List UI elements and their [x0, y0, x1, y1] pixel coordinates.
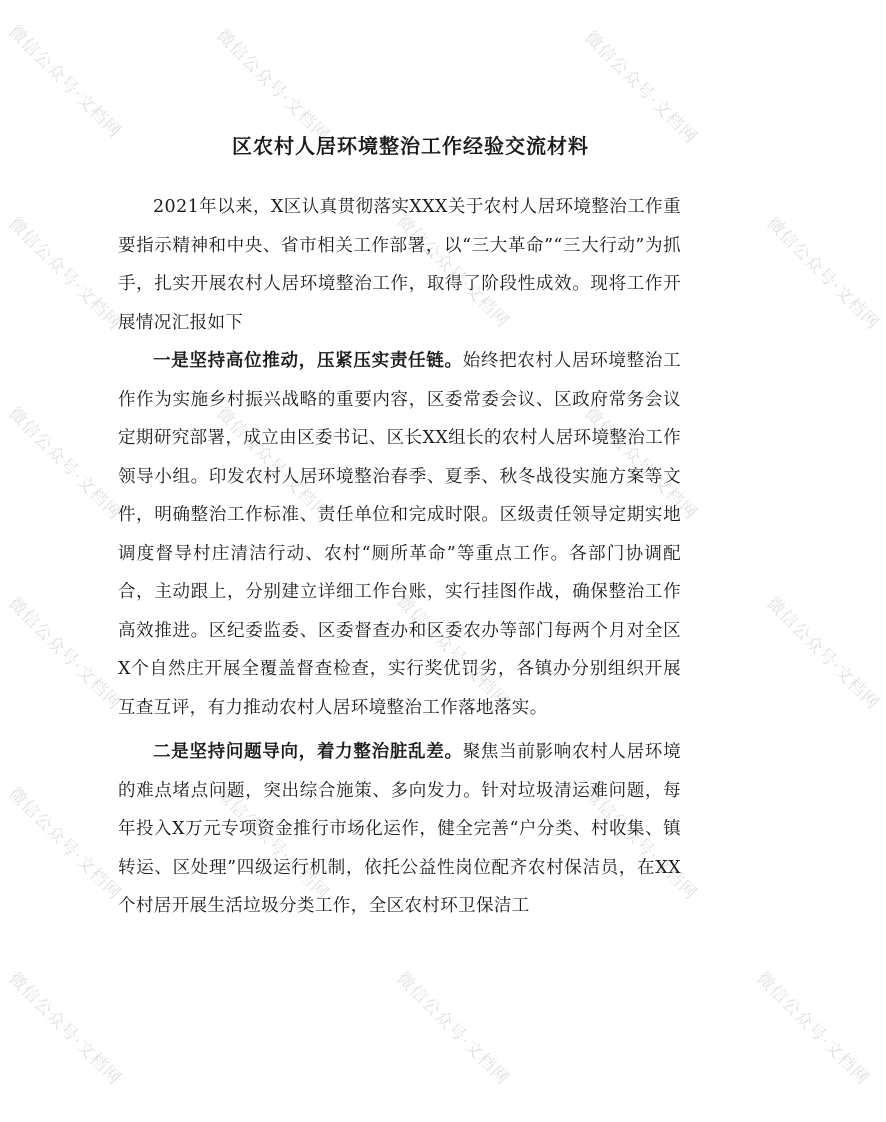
document-body	[118, 128, 681, 926]
watermark: 微信公众号·文档网	[4, 968, 125, 1090]
watermark: 微信公众号·文档网	[392, 591, 513, 713]
paragraph-section-1	[118, 342, 681, 727]
watermark: 微信公众号·文档网	[4, 403, 125, 525]
watermark: 微信公众号·文档网	[4, 213, 125, 335]
watermark: 微信公众号·文档网	[212, 783, 333, 905]
watermark: 微信公众号·文档网	[212, 403, 333, 525]
paragraph-lead-heading: 二是坚持问题导向，着力整治脏乱差。	[153, 742, 463, 762]
watermark: 微信公众号·文档网	[4, 21, 125, 143]
watermark: 微信公众号·文档网	[212, 25, 333, 147]
watermark: 微信公众号·文档网	[4, 593, 125, 715]
paragraph-text: 聚焦当前影响农村人居环境的难点堵点问题，突出综合施策、多向发力。针对垃圾清运难问题，每年投入X万元专项资金推行市场化运作，健全完善“户分类、村收集、镇转运、区处理”四级运行机制，依托公益性岗位配齐农村保洁员，在XX个村居开展生活垃圾分类工作，全区农村环卫保洁工	[118, 742, 681, 916]
watermark: 微信公众号·文档网	[392, 211, 513, 333]
watermark: 微信公众号·文档网	[762, 593, 883, 715]
paragraph-text: 2021年以来，X区认真贯彻落实XXX关于农村人居环境整治工作重要指示精神和中央、省市相关工作部署，以“三大革命”“三大行动”为抓手，扎实开展农村人居环境整治工作，取得了阶段性成效。现将工作开展情况汇报如下	[118, 197, 681, 333]
watermark: 微信公众号·文档网	[4, 783, 125, 905]
paragraph-text: 始终把农村人居环境整治工作作为实施乡村振兴战略的重要内容，区委常委会议、区政府常务会议定期研究部署，成立由区委书记、区长XX组长的农村人居环境整治工作领导小组。印发农村人居环境整治春季、夏季、秋冬战役实施方案等文件，明确整治工作标准、责任单位和完成时限。区级责任领导定期实地调度督导村庄清洁行动、农村“厕所革命”等重点工作。各部门协调配合，主动跟上，分别建立详细工作台账，实行挂图作战，确保整治工作高效推进。区纪委监委、区委督查办和区委农办等部门每两个月对全区X个自然庄开展全覆盖督查检查，实行奖优罚劣，各镇办分别组织开展互查互评，有力推动农村人居环境整治工作落地落实。	[118, 351, 681, 718]
document-title: 区农村人居环境整治工作经验交流材料	[232, 134, 589, 158]
paragraph-section-2	[118, 733, 681, 926]
watermark: 微信公众号·文档网	[580, 27, 701, 149]
watermark: 微信公众号·文档网	[580, 783, 701, 905]
watermark: 微信公众号·文档网	[752, 968, 873, 1090]
watermark: 微信公众号·文档网	[762, 213, 883, 335]
watermark: 微信公众号·文档网	[580, 403, 701, 525]
paragraph-intro	[118, 188, 681, 342]
watermark: 微信公众号·文档网	[392, 968, 513, 1090]
paragraph-lead-heading: 一是坚持高位推动，压紧压实责任链。	[153, 351, 463, 371]
